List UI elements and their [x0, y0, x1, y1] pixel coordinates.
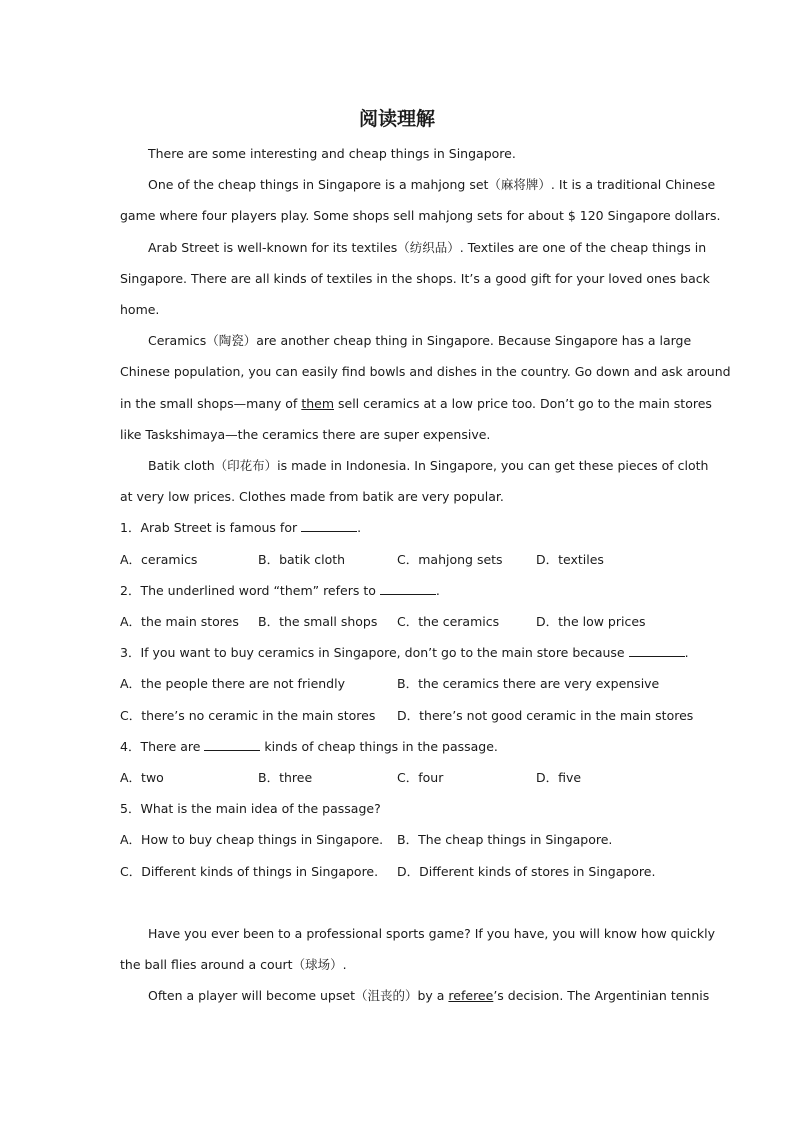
passage1-paragraph3-line3: home.	[120, 302, 160, 317]
question-5-option-b: B．The cheap things in Singapore.	[397, 832, 613, 847]
passage1-paragraph2-line2: game where four players play. Some shops sell mahjong sets for about $ 120 Singapore dollars.	[120, 208, 721, 223]
passage1-paragraph2-line1: One of the cheap things in Singapore is a mahjong set（麻将牌）. It is a traditional Chinese	[148, 177, 716, 192]
text-segment: Often a player will become upset（沮丧的）by a	[148, 988, 449, 1003]
passage1-paragraph1: There are some interesting and cheap things in Singapore.	[148, 146, 516, 161]
question-5-option-c: C．Different kinds of things in Singapore.	[120, 864, 379, 879]
passage1-paragraph3-line2: Singapore. There are all kinds of textiles in the shops. It’s a good gift for your loved ones back	[120, 271, 710, 286]
passage1-paragraph4-line3	[120, 395, 712, 413]
answer-blank	[301, 519, 357, 532]
underlined-word-referee: referee	[448, 988, 494, 1003]
question-text: 4．There are	[120, 739, 205, 754]
question-4-option-d: D．five	[536, 770, 582, 785]
answer-blank	[629, 644, 685, 657]
question-1-stem	[120, 519, 361, 537]
question-3-option-c: C．there’s no ceramic in the main stores	[120, 708, 376, 723]
answer-blank	[380, 582, 436, 595]
question-1-option-a: A．ceramics	[120, 552, 198, 567]
text-segment: sell ceramics at a low price too. Don’t go to the main stores	[334, 396, 712, 411]
question-text: .	[435, 583, 440, 598]
passage2-paragraph2-line1	[148, 987, 709, 1005]
passage1-paragraph5-line1: Batik cloth（印花布）is made in Indonesia. In Singapore, you can get these pieces of cloth	[148, 458, 709, 473]
question-text: 1．Arab Street is famous for	[120, 520, 302, 535]
answer-blank	[204, 738, 260, 751]
text-segment: ’s decision. The Argentinian tennis	[493, 988, 710, 1003]
page-title: 阅读理解	[358, 108, 435, 130]
question-4-option-c: C．four	[397, 770, 444, 785]
question-3-option-a: A．the people there are not friendly	[120, 676, 345, 691]
question-1-option-d: D．textiles	[536, 552, 604, 567]
question-5-option-a: A．How to buy cheap things in Singapore.	[120, 832, 384, 847]
question-2-option-d: D．the low prices	[536, 614, 646, 629]
question-3-option-d: D．there’s not good ceramic in the main stores	[397, 708, 694, 723]
question-text: 2．The underlined word “them” refers to	[120, 583, 380, 598]
question-4-option-b: B．three	[258, 770, 313, 785]
passage1-paragraph4-line4: like Taskshimaya—the ceramics there are super expensive.	[120, 427, 491, 442]
passage1-paragraph4-line2: Chinese population, you can easily find bowls and dishes in the country. Go down and ask around	[120, 364, 731, 379]
question-text: .	[684, 645, 689, 660]
question-4-option-a: A．two	[120, 770, 164, 785]
passage1-paragraph4-line1: Ceramics（陶瓷）are another cheap thing in Singapore. Because Singapore has a large	[148, 333, 692, 348]
question-5-option-d: D．Different kinds of stores in Singapore.	[397, 864, 656, 879]
question-1-option-b: B．batik cloth	[258, 552, 346, 567]
passage2-paragraph1-line1: Have you ever been to a professional sports game? If you have, you will know how quickly	[148, 926, 715, 941]
question-3-option-b: B．the ceramics there are very expensive	[397, 676, 660, 691]
underlined-word-them: them	[301, 396, 335, 411]
question-2-stem	[120, 582, 440, 600]
passage2-paragraph1-line2: the ball flies around a court（球场）.	[120, 957, 347, 972]
question-2-option-c: C．the ceramics	[397, 614, 500, 629]
passage1-paragraph3-line1: Arab Street is well-known for its textiles（纺织品）. Textiles are one of the cheap things in	[148, 240, 707, 255]
question-5-stem: 5．What is the main idea of the passage?	[120, 801, 381, 816]
question-text: .	[357, 520, 362, 535]
question-4-stem	[120, 738, 498, 756]
question-2-option-b: B．the small shops	[258, 614, 378, 629]
passage1-paragraph5-line2: at very low prices. Clothes made from batik are very popular.	[120, 489, 504, 504]
question-text: 3．If you want to buy ceramics in Singapore, don’t go to the main store because	[120, 645, 629, 660]
question-text: kinds of cheap things in the passage.	[260, 739, 498, 754]
question-2-option-a: A．the main stores	[120, 614, 239, 629]
question-1-option-c: C．mahjong sets	[397, 552, 503, 567]
question-3-stem	[120, 644, 689, 662]
text-segment: in the small shops—many of	[120, 396, 302, 411]
